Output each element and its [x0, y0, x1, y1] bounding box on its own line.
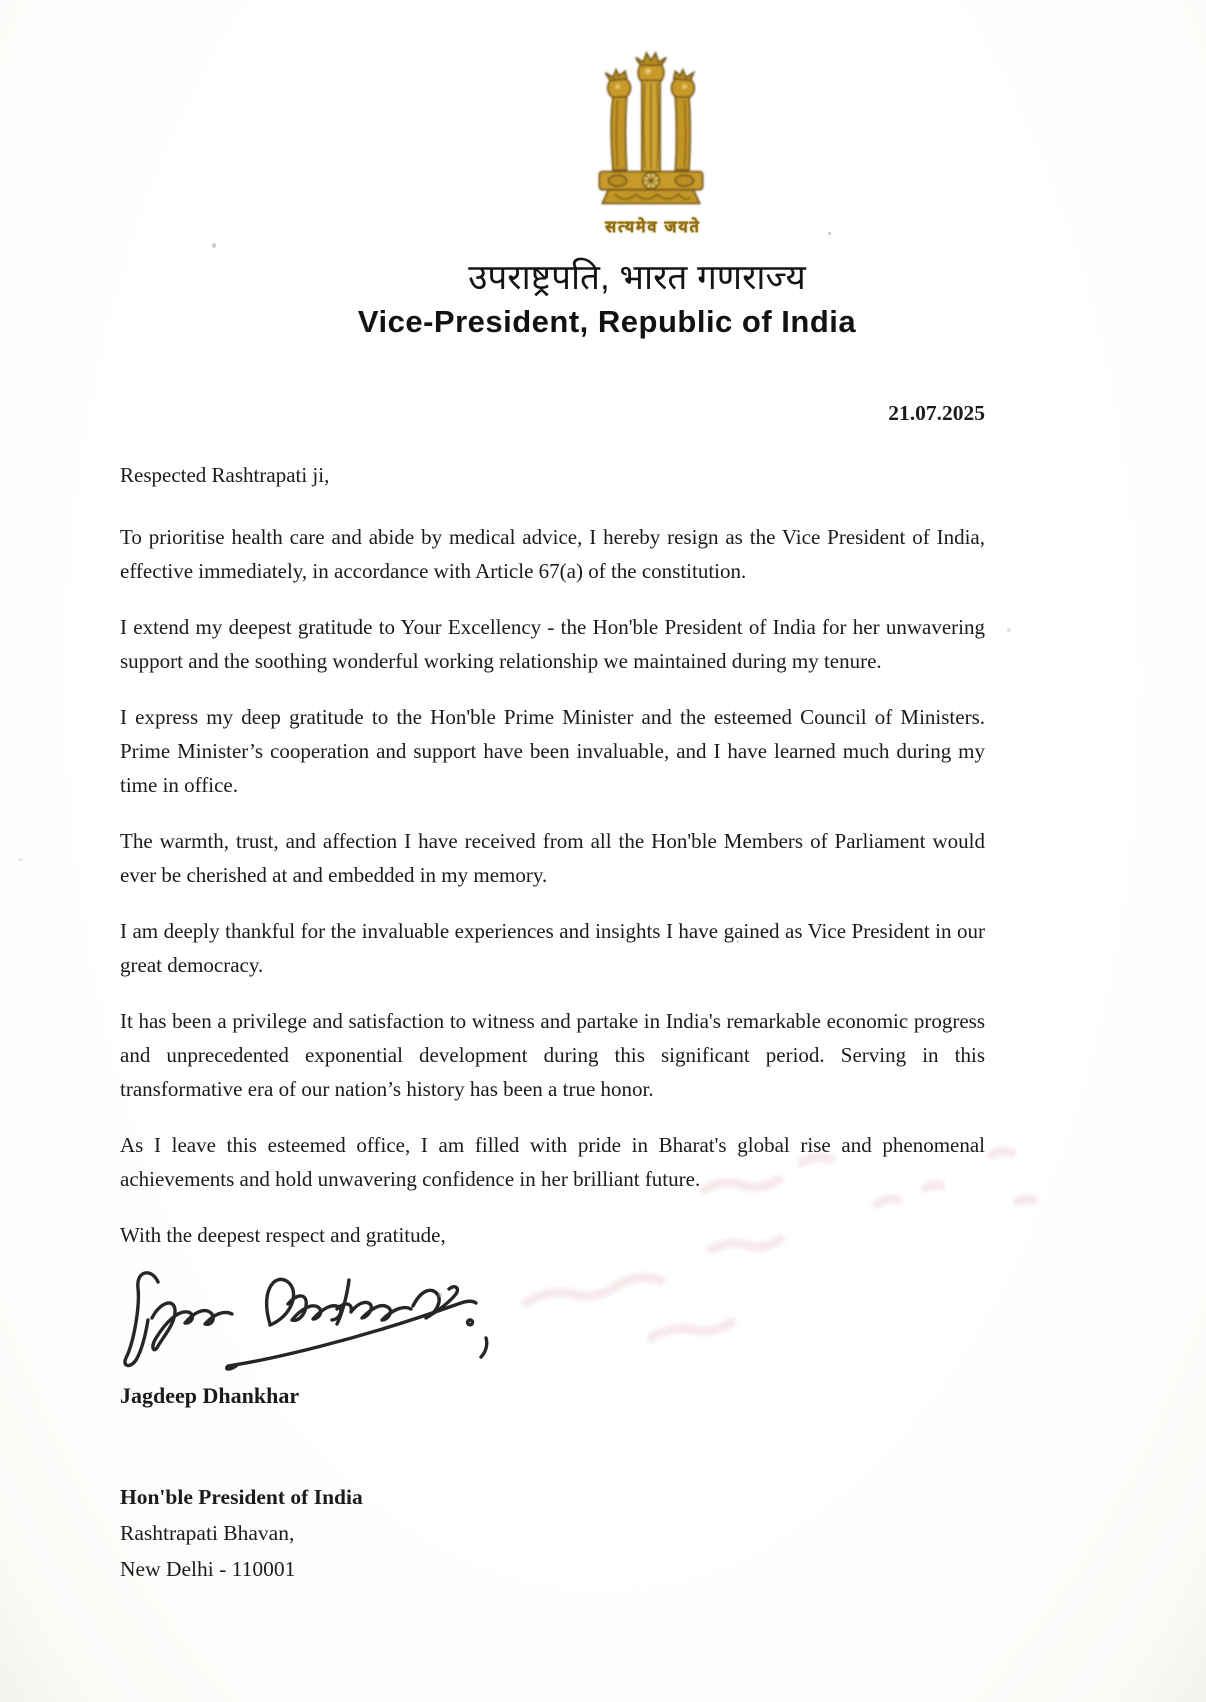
signer-name: Jagdeep Dhankhar [120, 1383, 300, 1408]
scan-speck [18, 858, 23, 861]
emblem-motto: सत्यमेव जयते [605, 219, 701, 236]
letter-paragraph: The warmth, trust, and affection I have received from all the Hon'ble Members of Parliament would ever be cherished at and embedded in my memory. [120, 829, 985, 887]
scan-speck [828, 232, 831, 235]
letter-paragraph: It has been a privilege and satisfaction to witness and partake in India's remarkable economic progress and unprecedented exponential development during this significant period. Serving in this transformative era of our nation’s history has been a true honor. [120, 1009, 985, 1101]
ashoka-emblem-icon [48, 50, 1206, 213]
scan-speck [438, 1293, 442, 1297]
letter-paragraph: I am deeply thankful for the invaluable experiences and insights I have gained as Vice President in our great democracy. [120, 919, 985, 977]
scan-speck [1007, 628, 1011, 632]
closing-line: With the deepest respect and gratitude, [120, 1223, 446, 1247]
recipient-line: Hon'ble President of India [120, 1485, 363, 1509]
salutation: Respected Rashtrapati ji, [120, 463, 330, 487]
office-title-hindi: उपराष्ट्रपति, भारत गणराज्य [468, 258, 806, 297]
letter-paragraph: As I leave this esteemed office, I am filled with pride in Bharat's global rise and phenomenal achievements and hold unwavering confidence in her brilliant future. [120, 1133, 985, 1191]
recipient-line: Rashtrapati Bhavan, [120, 1521, 295, 1545]
letter-paragraph: To prioritise health care and abide by medical advice, I hereby resign as the Vice President of India, effective immediately, in accordance with Article 67(a) of the constitution. [120, 525, 985, 583]
office-title-english: Vice-President, Republic of India [357, 304, 857, 339]
recipient-line: New Delhi - 110001 [120, 1557, 296, 1581]
letterhead [0, 0, 1206, 340]
letter-date: 21.07.2025 [888, 401, 985, 425]
letter-body [120, 396, 985, 1252]
scan-speck [212, 243, 216, 248]
letter-paragraph: I extend my deepest gratitude to Your Excellency - the Hon'ble President of India for her unwavering support and the soothing wonderful working relationship we maintained during my tenure. [120, 615, 985, 673]
handwritten-signature [118, 1262, 1206, 1379]
letter-paragraph: I express my deep gratitude to the Hon'ble Prime Minister and the esteemed Council of Ministers. Prime Minister’s cooperation and support have been invaluable, and I have learned much during my time in office. [120, 705, 985, 797]
scan-speck [736, 940, 739, 943]
recipient-address [120, 1479, 1206, 1587]
